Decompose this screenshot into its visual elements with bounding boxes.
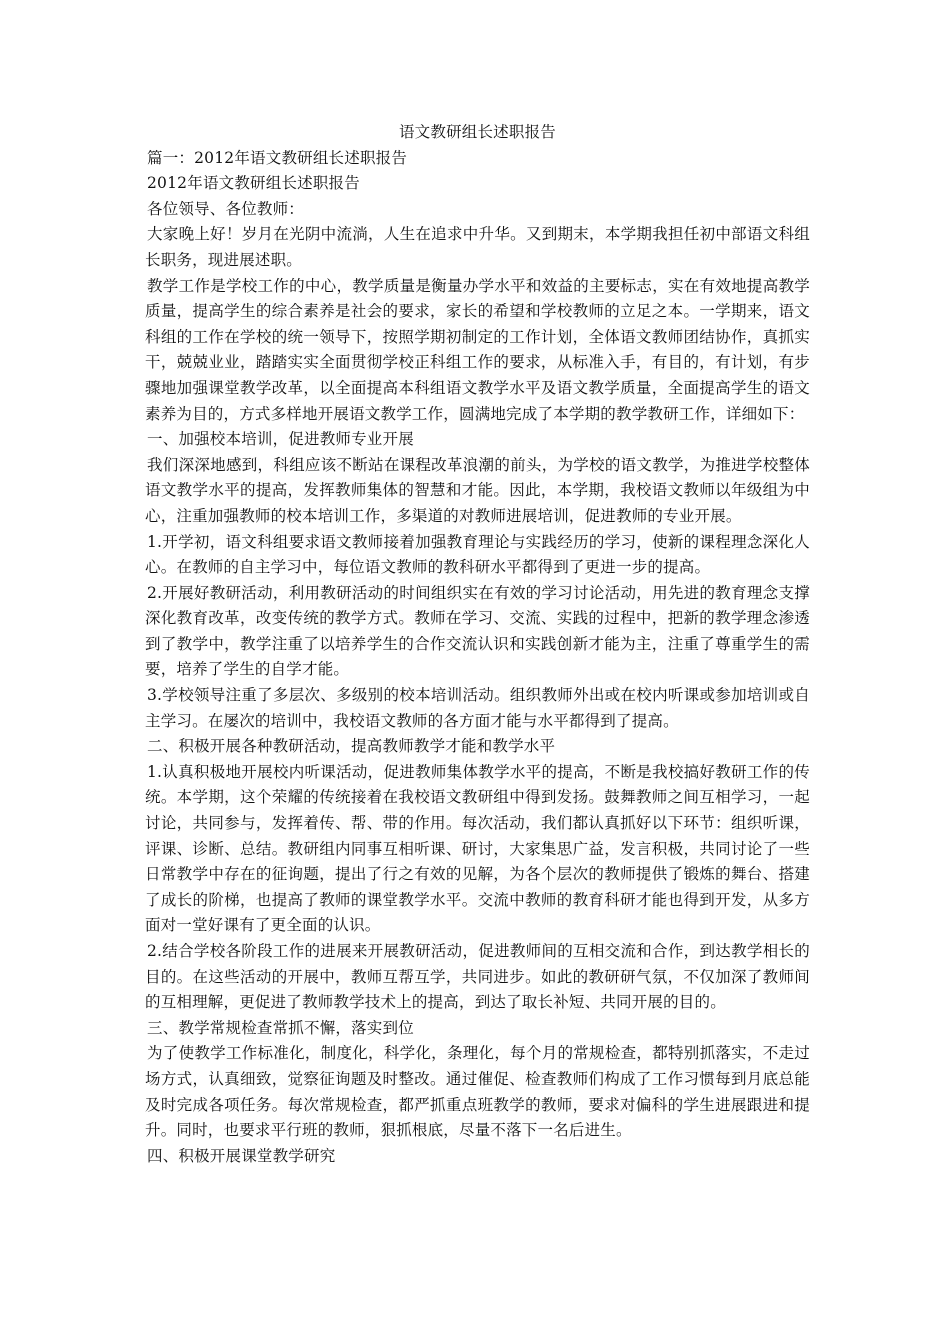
list-item: 3.学校领导注重了多层次、多级别的校本培训活动。组织教师外出或在校内听课或参加培训或自主学习。在屡次的培训中，我校语文教师的各方面才能与水平都得到了提高。 (145, 686, 810, 730)
body-paragraph: 我们深深地感到，科组应该不断站在课程改革浪潮的前头，为学校的语文教学，为推进学校整体语文教学水平的提高，发挥教师集体的智慧和才能。因此，本学期，我校语文教师以年级组为中心，注重加强教师的校本培训工作，多渠道的对教师进展培训，促进教师的专业开展。 (145, 455, 810, 525)
salutation: 各位领导、各位教师： (147, 199, 305, 218)
list-item: 1.开学初，语文科组要求语文教师接着加强教育理论与实践经历的学习，使新的课程理念深化人心。在教师的自主学习中，每位语文教师的教科研水平都得到了更进一步的提高。 (145, 532, 810, 577)
report-heading: 2012年语文教研组长述职报告 (147, 174, 360, 193)
body-paragraph: 大家晚上好！岁月在光阴中流淌，人生在追求中升华。又到期末，本学期我担任初中部语文科组长职务，现进展述职。 (145, 225, 810, 269)
section-heading-2: 二、积极开展各种教研活动，提高教师教学才能和教学水平 (147, 737, 556, 756)
document-page (145, 120, 810, 1169)
section-heading-4: 四、积极开展课堂教学研究 (147, 1146, 336, 1165)
document-title: 语文教研组长述职报告 (398, 123, 556, 141)
list-item: 2.结合学校各阶段工作的进展来开展教研活动，促进教师间的互相交流和合作，到达教学相长的目的。在这些活动的开展中，教师互帮互学，共同进步。如此的教研研气氛，不仅加深了教师间的互相理解，更促进了教师教学技术上的提高，到达了取长补短、共同开展的目的。 (145, 942, 810, 1012)
list-item: 2.开展好教研活动，利用教研活动的时间组织实在有效的学习讨论活动，用先进的教育理念支撑深化教育改革，改变传统的教学方式。教师在学习、交流、实践的过程中，把新的教学理念渗透到了教学中，教学注重了以培养学生的合作交流认识和实践创新才能为主，注重了尊重学生的需要，培养了学生的自学才能。 (145, 583, 810, 679)
body-paragraph: 为了使教学工作标准化，制度化，科学化，条理化，每个月的常规检查，都特别抓落实，不走过场方式，认真细致，觉察征询题及时整改。通过催促、检查教师们构成了工作习惯每到月底总能及时完成各项任务。每次常规检查，都严抓重点班教学的教师，要求对偏科的学生进展跟进和提升。同时，也要求平行班的教师，狠抓根底，尽量不落下一名后进生。 (145, 1044, 810, 1140)
section-heading-1: 一、加强校本培训，促进教师专业开展 (147, 430, 414, 449)
body-paragraph: 教学工作是学校工作的中心，教学质量是衡量办学水平和效益的主要标志，实在有效地提高教学质量，提高学生的综合素养是社会的要求，家长的希望和学校教师的立足之本。一学期来，语文科组的工作在学校的统一领导下，按照学期初制定的工作计划，全体语文教师团结协作，真抓实干，兢兢业业，踏踏实实全面贯彻学校正科组工作的要求，从标准入手，有目的，有计划，有步骤地加强课堂教学改革，以全面提高本科组语文教学水平及语文教学质量，全面提高学生的语文素养为目的，方式多样地开展语文教学工作，圆满地完成了本学期的教学教研工作，详细如下： (145, 276, 810, 423)
section-heading-3: 三、教学常规检查常抓不懈，落实到位 (147, 1018, 414, 1037)
section-heading: 篇一：2012年语文教研组长述职报告 (147, 148, 408, 167)
list-item: 1.认真积极地开展校内听课活动，促进教师集体教学水平的提高，不断是我校搞好教研工作的传统。本学期，这个荣耀的传统接着在我校语文教研组中得到发扬。鼓舞教师之间互相学习，一起讨论，共同参与，发挥着传、帮、带的作用。每次活动，我们都认真抓好以下环节：组织听课，评课、诊断、总结。教研组内同事互相听课、研讨，大家集思广益，发言积极，共同讨论了一些日常教学中存在的征询题，提出了行之有效的见解，为各个层次的教师提供了锻炼的舞台、搭建了成长的阶梯，也提高了教师的课堂教学水平。交流中教师的教育科研才能也得到开发，从多方面对一堂好课有了更全面的认识。 (145, 762, 810, 935)
